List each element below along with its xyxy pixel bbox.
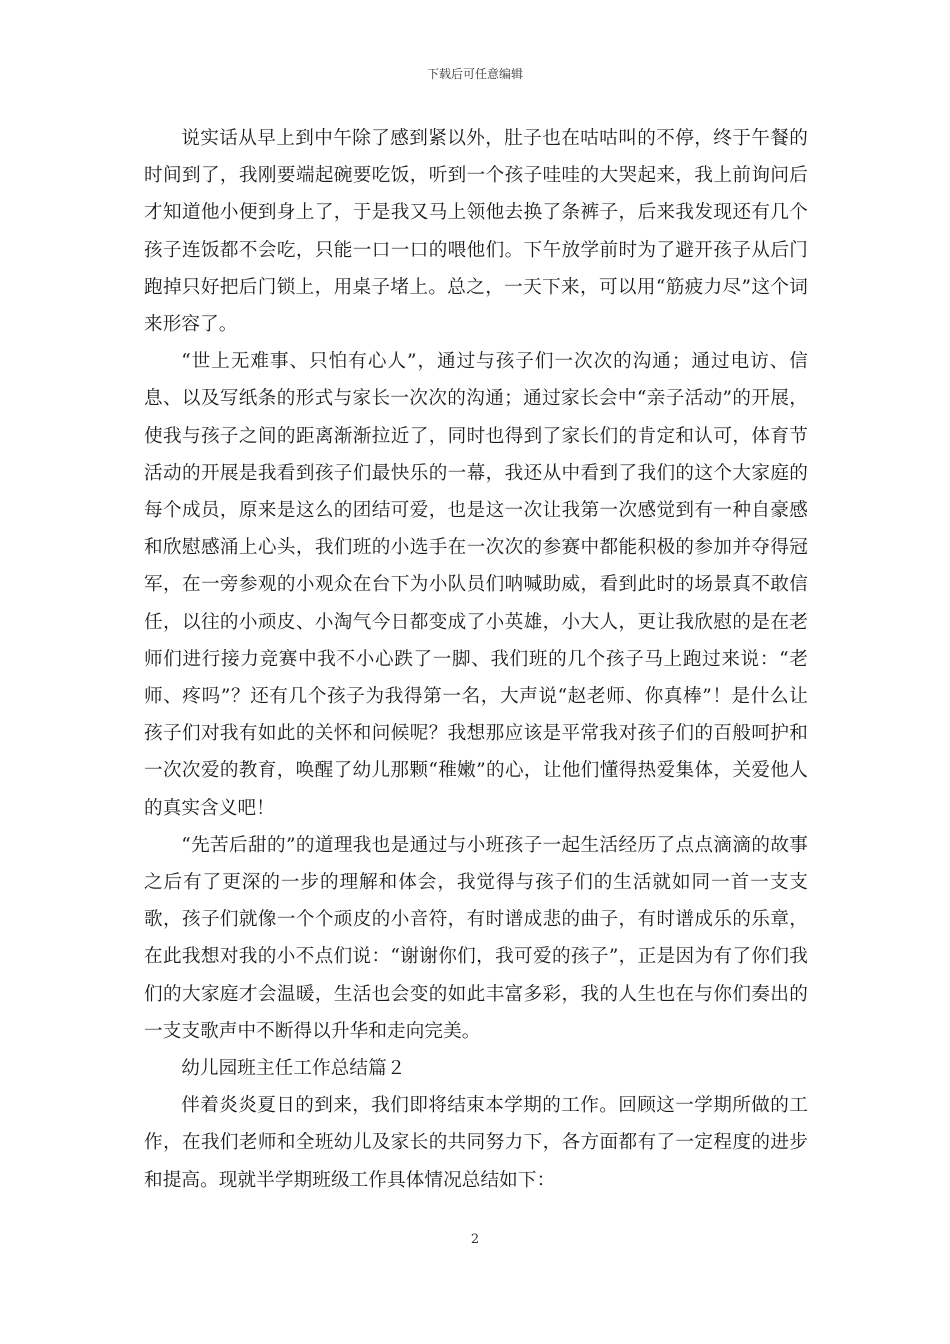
section-heading: 幼儿园班主任工作总结篇２ [181, 1058, 406, 1080]
paragraph-2: “世上无难事、只怕有心人”，通过与孩子们一次次的沟通；通过电访、信息、以及写纸条的形式与家长一次次的沟通；通过家长会中“亲子活动”的开展，使我与孩子之间的距离渐渐拉近了，同时也得到了家长们的肯定和认可，体育节活动的开展是我看到孩子们最快乐的一幕，我还从中看到了我们的这个大家庭的每个成员，原来是这么的团结可爱，也是这一次让我第一次感觉到有一种自豪感和欣慰感涌上心头，我们班的小选手在一次次的参赛中都能积极的参加并夺得冠军，在一旁参观的小观众在台下为小队员们呐喊助威，看到此时的场景真不敢信任，以往的小顽皮、小淘气今日都变成了小英雄，小大人，更让我欣慰的是在老师们进行接力竞赛中我不小心跌了一脚、我们班的几个孩子马上跑过来说：“老师、疼吗”？还有几个孩子为我得第一名，大声说“赵老师、你真棒”！是什么让孩子们对我有如此的关怀和问候呢？我想那应该是平常我对孩子们的百般呵护和一次次爱的教育，唤醒了幼儿那颗“稚嫩”的心，让他们懂得热爱集体，关爱他人的真实含义吧！ [144, 351, 808, 819]
paragraph-4: 伴着炎炎夏日的到来，我们即将结束本学期的工作。回顾这一学期所做的工作，在我们老师和全班幼儿及家长的共同努力下，各方面都有了一定程度的进步和提高。现就半学期班级工作具体情况总结如下： [144, 1095, 808, 1191]
document-body [144, 120, 808, 1199]
paragraph-3: “先苦后甜的”的道理我也是通过与小班孩子一起生活经历了点点滴滴的故事之后有了更深的一步的理解和体会，我觉得与孩子们的生活就如同一首一支支歌，孩子们就像一个个顽皮的小音符，有时谱成悲的曲子，有时谱成乐的乐章，在此我想对我的小不点们说：“谢谢你们，我可爱的孩子”，正是因为有了你们我们的大家庭才会温暖，生活也会变的如此丰富多彩，我的人生也在与你们奏出的一支支歌声中不断得以升华和走向完美。 [144, 834, 808, 1042]
page-header-note: 下载后可任意编辑 [426, 67, 523, 81]
paragraph-1: 说实话从早上到中午除了感到紧以外，肚子也在咕咕叫的不停，终于午餐的时间到了，我刚要端起碗要吃饭，听到一个孩子哇哇的大哭起来，我上前询问后才知道他小便到身上了，于是我又马上领他去换了条裤子，后来我发现还有几个孩子连饭都不会吃，只能一口一口的喂他们。下午放学前时为了避开孩子从后门跑掉只好把后门锁上，用桌子堵上。总之，一天下来，可以用“筋疲力尽”这个词来形容了。 [144, 128, 808, 336]
page-number: 2 [470, 1232, 480, 1247]
